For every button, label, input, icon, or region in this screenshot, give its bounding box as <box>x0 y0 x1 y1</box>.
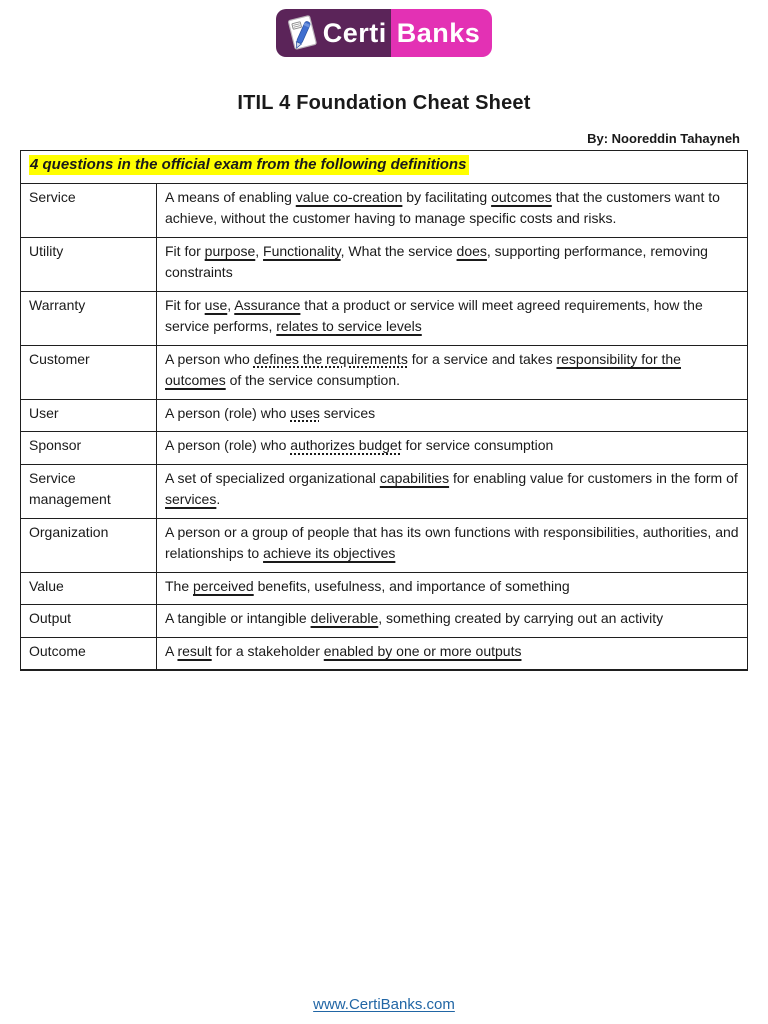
definition-text: that the customers want to achieve, without the customer having to manage specific costs and risks. <box>165 188 720 226</box>
term-cell: Service <box>21 183 157 237</box>
definition-text: for a service and takes <box>407 350 557 367</box>
definition-text: The <box>165 577 194 594</box>
term-cell: Sponsor <box>21 432 157 465</box>
definition-text: , supporting performance, removing constraints <box>165 242 708 280</box>
definition-cell <box>157 291 748 345</box>
underlined-term: Assurance <box>234 296 301 313</box>
term-cell: Utility <box>21 237 157 291</box>
table-row <box>21 399 748 432</box>
definition-text: , <box>255 242 264 259</box>
exam-note-highlight: 4 questions in the official exam from the following definitions <box>29 155 469 175</box>
definition-text: that a product or service will meet agreed requirements, how the service performs, <box>165 296 703 334</box>
underlined-term: outcomes <box>491 188 552 205</box>
definition-text: benefits, usefulness, and importance of something <box>253 577 570 594</box>
underlined-term: uses <box>290 404 320 421</box>
definition-cell <box>157 237 748 291</box>
definition-cell <box>157 432 748 465</box>
logo-text-certi: Certi <box>322 17 387 48</box>
definition-text: services <box>319 404 376 421</box>
term-cell: Value <box>21 572 157 605</box>
logo-left-segment <box>276 9 391 57</box>
table-row <box>21 572 748 605</box>
table-row <box>21 183 748 237</box>
underlined-term: services <box>165 491 217 507</box>
definition-text: Fit for <box>165 296 205 313</box>
term-cell: Outcome <box>21 637 157 670</box>
definition-text: for enabling value for customers in the form of <box>449 469 738 486</box>
underlined-term: relates to service levels <box>276 318 422 334</box>
table-row <box>21 518 748 572</box>
definition-text: , something created by carrying out an activity <box>378 610 664 626</box>
definition-text: A person or a group of people that has its own functions with responsibilities, authorities, and relationships to <box>165 523 739 561</box>
term-cell: User <box>21 399 157 432</box>
definition-text: of the service consumption. <box>225 372 401 388</box>
term-cell: Service management <box>21 464 157 518</box>
paper-pen-icon <box>283 13 321 53</box>
term-cell: Customer <box>21 345 157 399</box>
definition-text: for service consumption <box>401 437 554 453</box>
table-row <box>21 605 748 638</box>
term-cell: Organization <box>21 518 157 572</box>
certibanks-link[interactable]: www.CertiBanks.com <box>313 996 455 1013</box>
logo-container <box>0 0 768 57</box>
logo-right-segment <box>391 9 493 57</box>
definition-text: Fit for <box>165 242 205 259</box>
underlined-term: purpose <box>204 242 256 259</box>
definition-text: A set of specialized organizational <box>165 469 380 486</box>
term-cell: Warranty <box>21 291 157 345</box>
definitions-table-body <box>21 151 748 671</box>
footer <box>0 996 768 1014</box>
definition-cell <box>157 637 748 670</box>
definition-cell <box>157 605 748 638</box>
definition-cell <box>157 518 748 572</box>
underlined-term: Functionality <box>263 242 341 259</box>
table-row <box>21 291 748 345</box>
header-cell <box>21 151 748 184</box>
table-row <box>21 237 748 291</box>
definition-cell <box>157 399 748 432</box>
definition-text: by facilitating <box>402 188 492 205</box>
table-row <box>21 464 748 518</box>
underlined-term: achieve its objectives <box>263 545 396 561</box>
definition-text: A person (role) who <box>165 437 291 453</box>
definition-text: A person who <box>165 350 254 367</box>
underlined-term: use <box>204 296 228 313</box>
underlined-term: deliverable <box>310 610 379 626</box>
definition-text: A tangible or intangible <box>165 610 311 626</box>
underlined-term: result <box>177 642 212 659</box>
definitions-table <box>20 150 748 671</box>
definition-text: A <box>165 642 178 659</box>
logo-text-banks: Banks <box>396 17 481 48</box>
underlined-term: value co-creation <box>295 188 403 205</box>
definition-text: A person (role) who <box>165 404 291 421</box>
byline: By: Nooreddin Tahayneh <box>587 131 740 146</box>
definition-cell <box>157 572 748 605</box>
definition-text: . <box>216 491 221 507</box>
table-row <box>21 432 748 465</box>
term-cell: Output <box>21 605 157 638</box>
definition-text: , <box>227 296 235 313</box>
table-row <box>21 345 748 399</box>
definition-text: A means of enabling <box>165 188 296 205</box>
definition-text: for a stakeholder <box>211 642 324 659</box>
definition-cell <box>157 464 748 518</box>
table-header-row <box>21 151 748 184</box>
underlined-term: responsibility for the outcomes <box>165 350 681 388</box>
underlined-term: authorizes budget <box>290 437 402 453</box>
underlined-term: perceived <box>193 577 254 594</box>
underlined-term: enabled by one or more outputs <box>323 642 522 659</box>
underlined-term: does <box>456 242 487 259</box>
certibanks-logo <box>276 9 493 57</box>
definition-cell <box>157 345 748 399</box>
page-title: ITIL 4 Foundation Cheat Sheet <box>237 92 531 114</box>
definition-cell <box>157 183 748 237</box>
underlined-term: defines the requirements <box>253 350 408 367</box>
underlined-term: capabilities <box>379 469 450 486</box>
definition-text: , What the service <box>340 242 457 259</box>
table-row <box>21 637 748 670</box>
